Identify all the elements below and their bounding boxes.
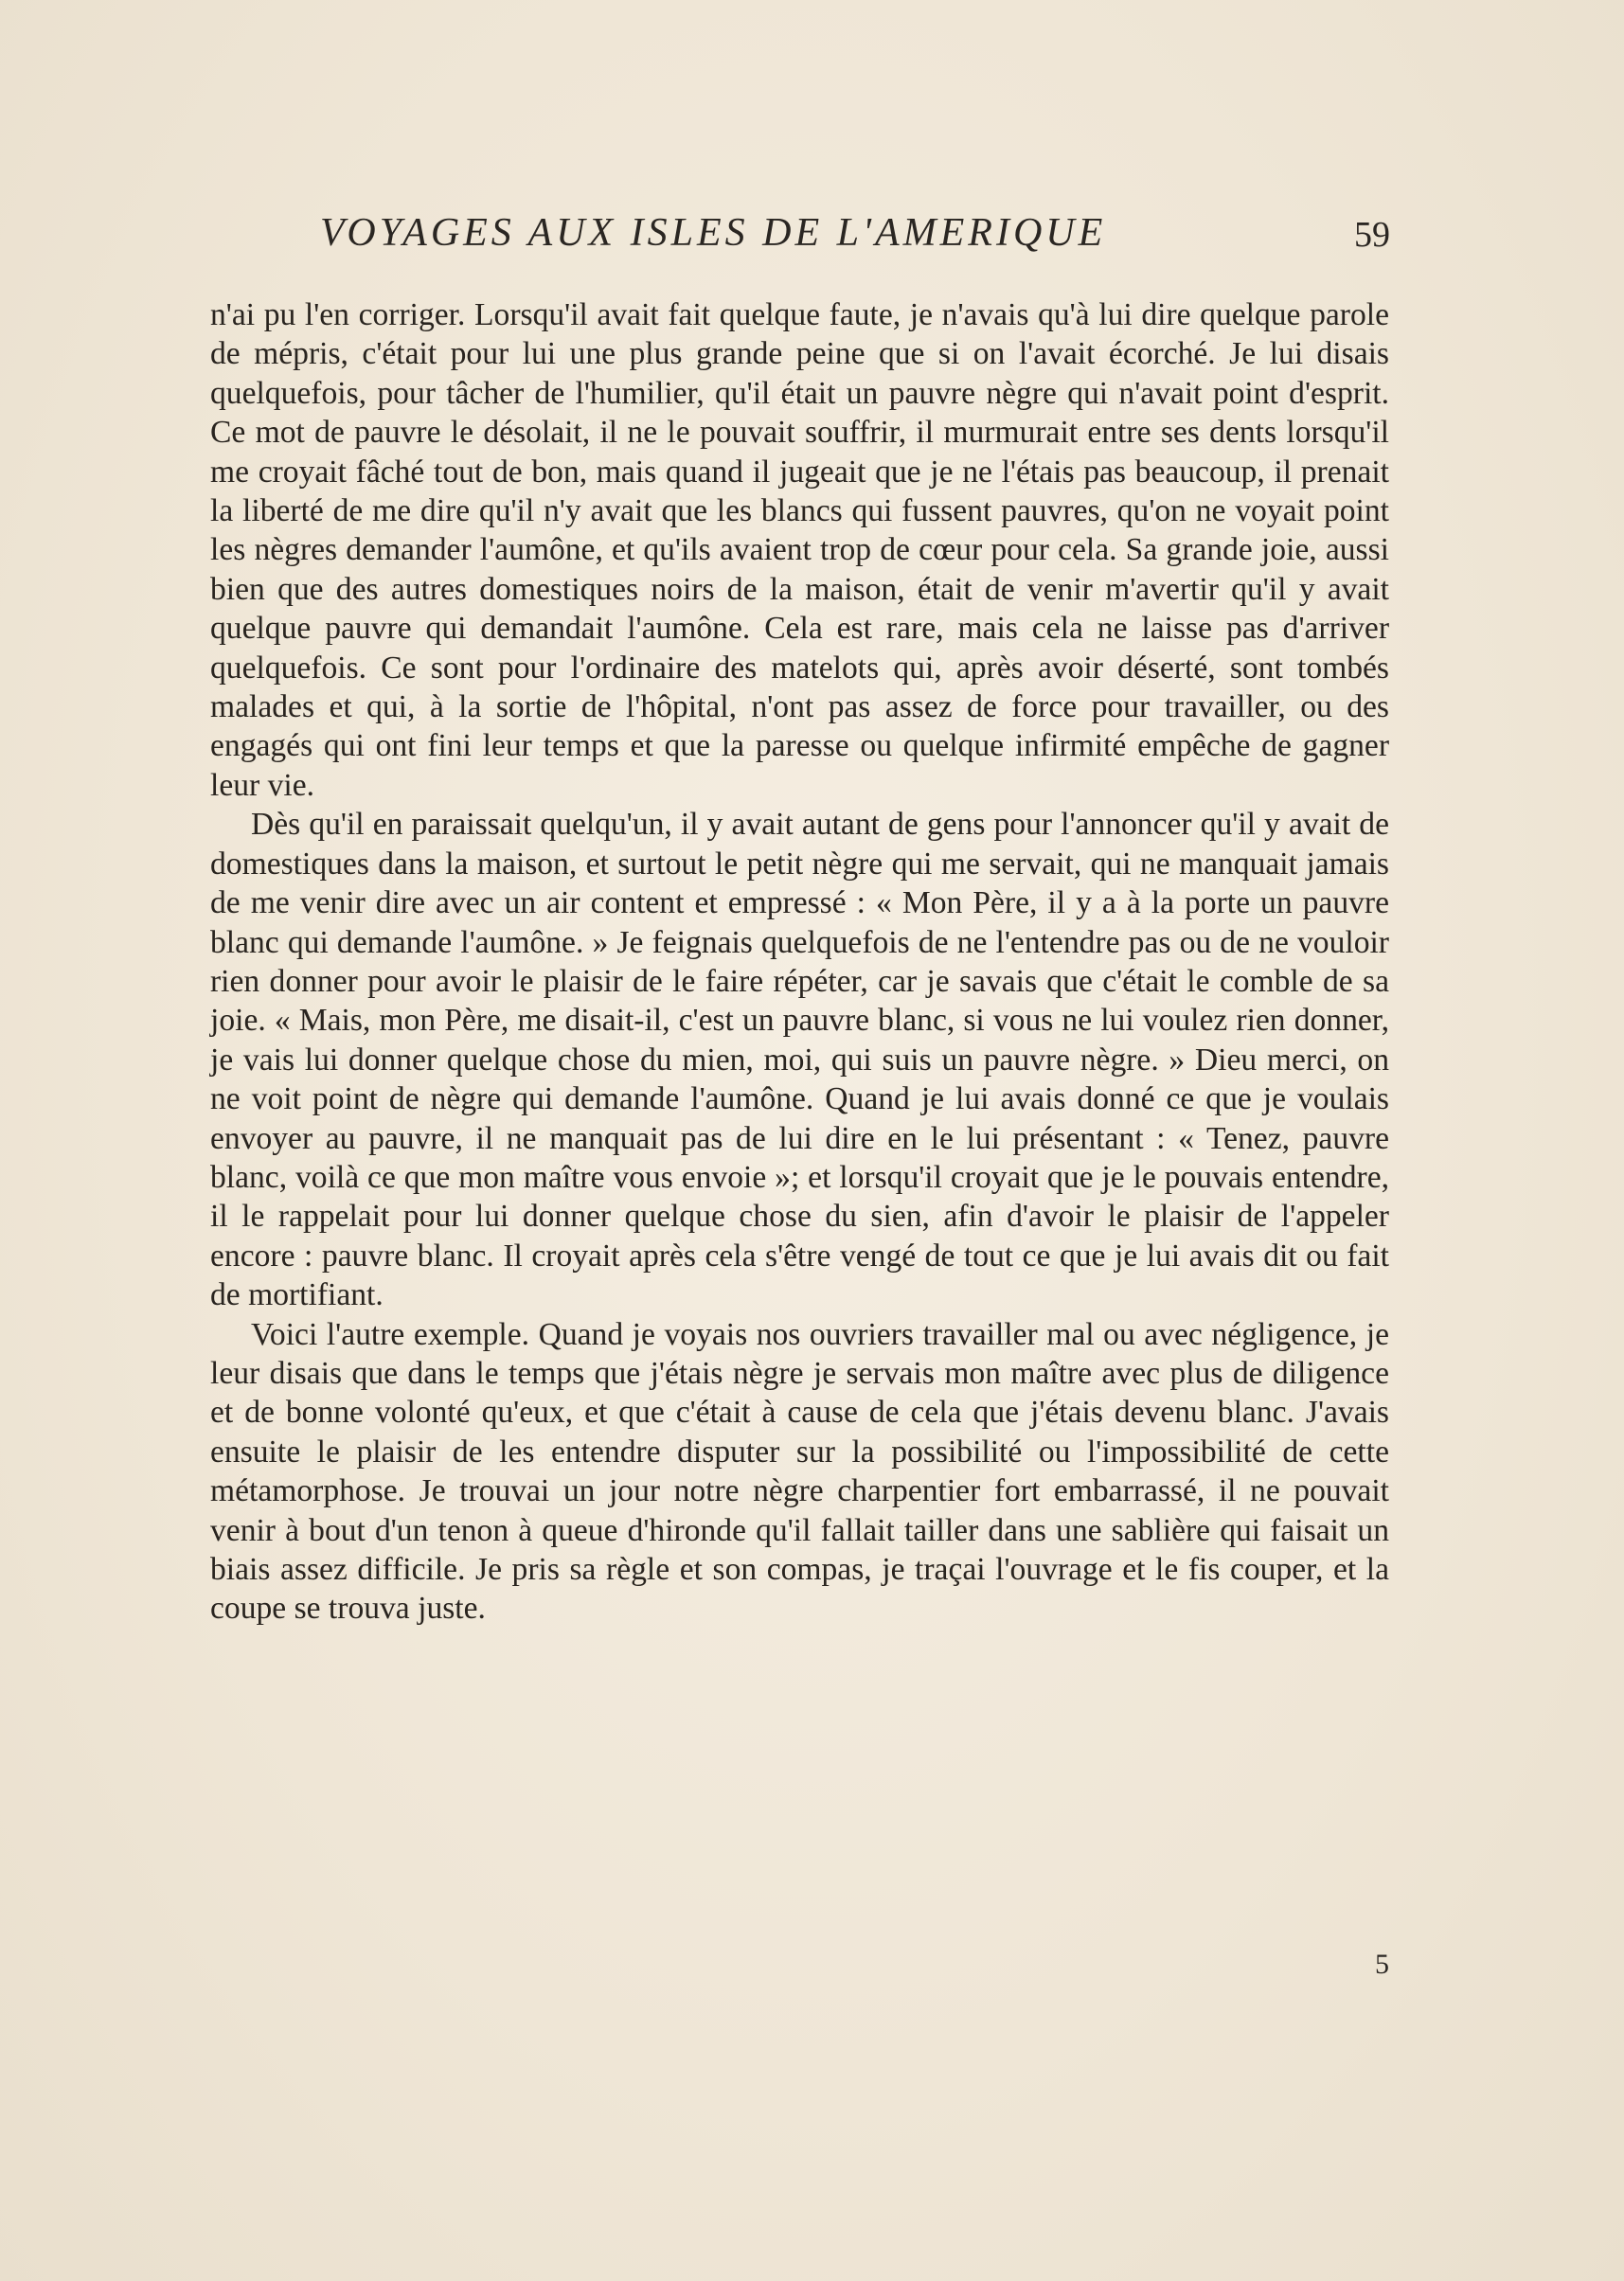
running-title: VOYAGES AUX ISLES DE L'AMERIQUE (320, 211, 1107, 255)
signature-mark: 5 (1375, 1949, 1389, 1980)
running-head (320, 210, 1390, 267)
paragraph-3: Voici l'autre exemple. Quand je voyais nos ouvriers travailler mal ou avec négligence, je leur disais que dans le temps que j'étais nègre je servais mon maître avec plus de diligence et de bonne volonté qu'eux, et que c'était à cause de cela que j'étais devenu blanc. J'avais ensuite le plaisir de les entendre disputer sur la possibilité ou l'impossibilité de cette métamorphose. Je trouvai un jour notre nègre charpentier fort embarrassé, il ne pouvait venir à bout d'un tenon à queue d'hironde qu'il fallait tailler dans une sablière qui faisait un biais assez difficile. Je pris sa règle et son compas, je traçai l'ouvrage et le fis couper, et la coupe se trouva juste. (210, 1316, 1389, 1627)
body-text (210, 295, 1389, 1629)
page-number: 59 (1354, 215, 1390, 255)
paragraph-1: n'ai pu l'en corriger. Lorsqu'il avait fait quelque faute, je n'avais qu'à lui dire quelque parole de mépris, c'était pour lui une plus grande peine que si on l'avait écorché. Je lui disais quelquefois, pour tâcher de l'humilier, qu'il était un pauvre nègre qui n'avait point d'esprit. Ce mot de pauvre le désolait, il ne le pouvait souffrir, il murmurait entre ses dents lorsqu'il me croyait fâché tout de bon, mais quand il jugeait que je ne l'étais pas beaucoup, il prenait la liberté de me dire qu'il n'y avait que les blancs qui fussent pauvres, qu'on ne voyait point les nègres demander l'aumône, et qu'ils avaient trop de cœur pour cela. Sa grande joie, aussi bien que des autres domestiques noirs de la maison, était de venir m'avertir qu'il y avait quelque pauvre qui demandait l'aumône. Cela est rare, mais cela ne laisse pas d'arriver quelquefois. Ce sont pour l'ordinaire des matelots qui, après avoir déserté, sont tombés malades et qui, à la sortie de l'hôpital, n'ont pas assez de force pour travailler, ou des engagés qui ont fini leur temps et que la paresse ou quelque infirmité empêche de gagner leur vie. (210, 297, 1389, 803)
paragraph-2: Dès qu'il en paraissait quelqu'un, il y avait autant de gens pour l'annoncer qu'il y avait de domestiques dans la maison, et surtout le petit nègre qui me servait, qui ne manquait jamais de me venir dire avec un air content et empressé : « Mon Père, il y a à la porte un pauvre blanc qui demande l'aumône. » Je feignais quelquefois de ne l'entendre pas ou de ne vouloir rien donner pour avoir le plaisir de le faire répéter, car je savais que c'était le comble de sa joie. « Mais, mon Père, me disait-il, c'est un pauvre blanc, si vous ne lui voulez rien donner, je vais lui donner quelque chose du mien, moi, qui suis un pauvre nègre. » Dieu merci, on ne voit point de nègre qui demande l'aumône. Quand je lui avais donné ce que je voulais envoyer au pauvre, il ne manquait pas de lui dire en le lui présentant : « Tenez, pauvre blanc, voilà ce que mon maître vous envoie »; et lorsqu'il croyait que je le pouvais entendre, il le rappelait pour lui donner quelque chose du sien, afin d'avoir le plaisir de l'appeler encore : pauvre blanc. Il croyait après cela s'être vengé de tout ce que je lui avais dit ou fait de mortifiant. (210, 807, 1389, 1313)
